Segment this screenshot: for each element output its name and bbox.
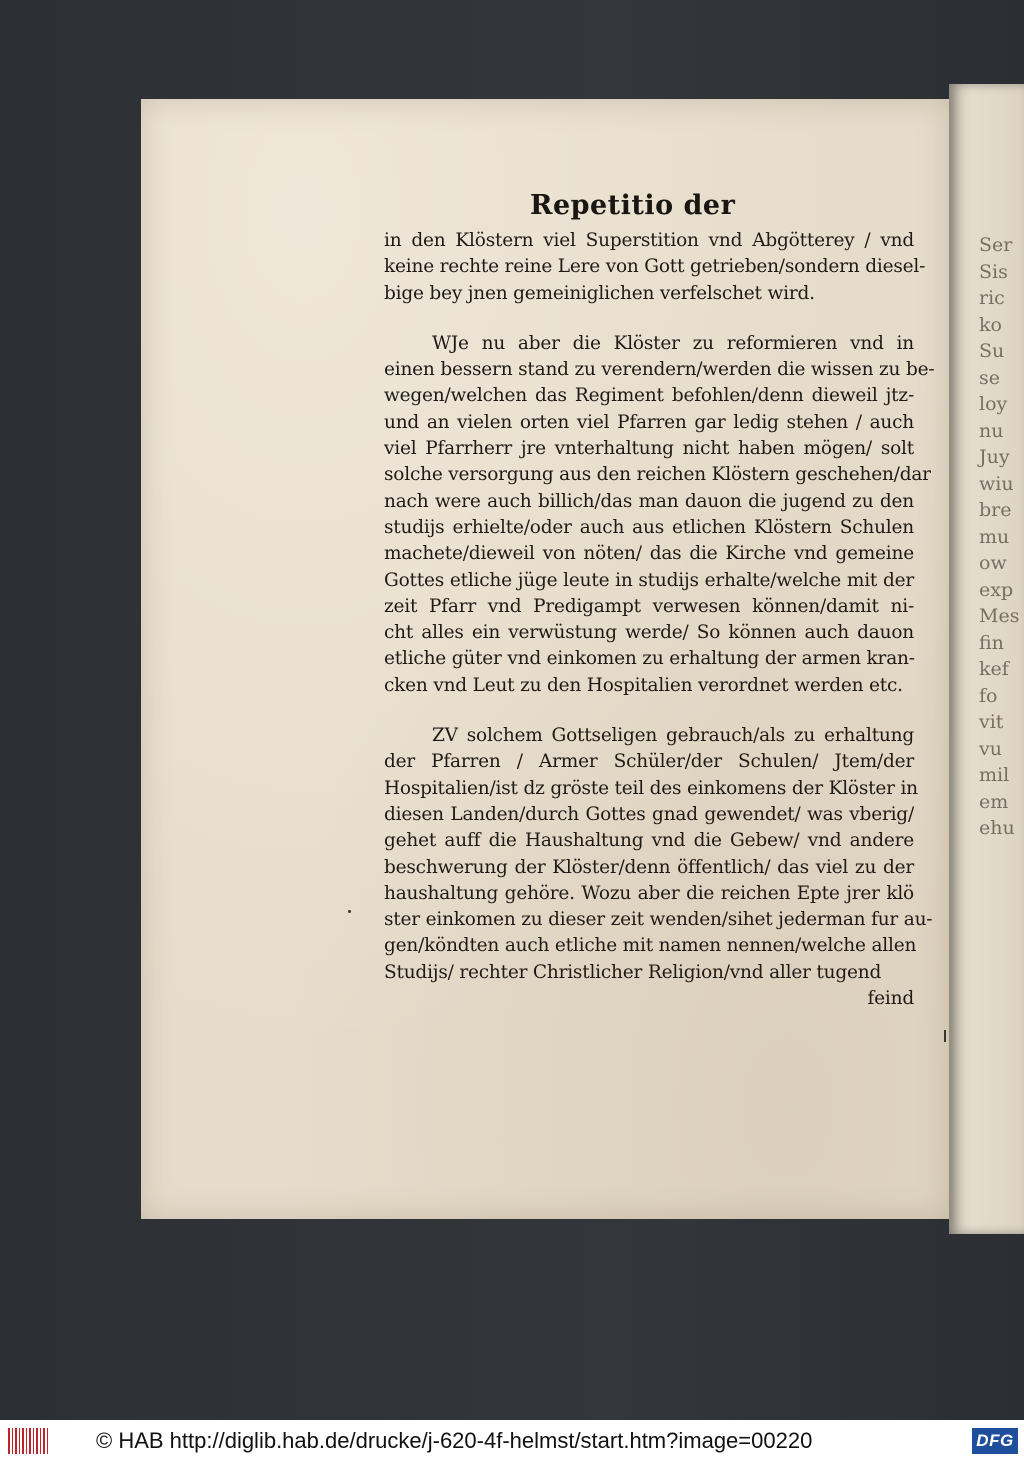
next-page-fragment: Juy — [979, 446, 1010, 468]
next-page-fragment: Su — [979, 340, 1005, 362]
next-page-edge — [949, 84, 1024, 1234]
text-line: keine rechte reine Lere von Gott getrieben/sondern diesel- — [384, 256, 926, 278]
text-line: diesen Landen/durch Gottes gnad gewendet/ was vberig/ — [384, 803, 914, 825]
text-line: cken vnd Leut zu den Hospitalien verordnet werden etc. — [384, 674, 903, 696]
text-line: WJe nu aber die Klöster zu reformieren vnd in — [432, 332, 914, 354]
next-page-fragment: fin — [979, 631, 1004, 654]
text-line: der Pfarren / Armer Schüler/der Schulen/ Jtem/der — [384, 751, 914, 773]
page-text — [384, 228, 935, 1012]
next-page-fragment: vu — [979, 737, 1002, 760]
text-line: Gottes etliche jüge leute in studijs erhalte/welche mit der — [384, 569, 914, 591]
text-line: zeit Pfarr vnd Predigampt verwesen können/damit ni- — [384, 595, 914, 617]
text-line: cht alles ein verwüstung werde/ So können auch dauon — [384, 622, 914, 644]
next-page-fragment: Ser — [979, 234, 1013, 256]
next-page-fragment: wiu — [979, 472, 1014, 495]
ink-speck — [944, 1030, 946, 1042]
dfg-logo: DFG — [972, 1428, 1018, 1454]
next-page-fragment: Sis — [979, 260, 1008, 283]
next-page-fragment: mil — [979, 764, 1010, 786]
paragraph-gap — [384, 699, 914, 723]
next-page-fragment: ric — [979, 287, 1005, 309]
hab-barcode-icon — [8, 1428, 48, 1454]
next-page-fragment: exp — [979, 578, 1014, 601]
copyright-link[interactable]: © HAB http://diglib.hab.de/drucke/j-620-4f-helmst/start.htm?image=00220 — [96, 1428, 813, 1453]
next-page-fragment: ow — [979, 552, 1007, 574]
next-page-fragment: fo — [979, 684, 998, 707]
paragraph-gap — [384, 307, 914, 331]
text-line: etliche güter vnd einkomen zu erhaltung der armen kran- — [384, 648, 915, 670]
next-page-fragment: ko — [979, 313, 1002, 336]
text-line: wegen/welchen das Regiment befohlen/denn dieweil jtz- — [384, 385, 914, 407]
next-page-fragment: nu — [979, 419, 1004, 442]
text-line: Studijs/ rechter Christlicher Religion/vnd aller tugend — [384, 961, 882, 983]
text-line: bige bey jnen gemeiniglichen verfelschet wird. — [384, 282, 815, 304]
running-header: Repetitio der — [530, 190, 736, 221]
text-line: einen bessern stand zu verendern/werden die wissen zu be- — [384, 359, 935, 381]
text-line: viel Pfarrherr jre vnterhaltung nicht haben mögen/ solt — [384, 438, 914, 460]
text-line: ZV solchem Gottseligen gebrauch/als zu erhaltung — [432, 725, 914, 747]
text-line: machete/dieweil von nöten/ das die Kirche vnd gemeine — [384, 543, 914, 565]
footer-bar — [0, 1420, 1024, 1461]
text-line: und an vielen orten viel Pfarren gar ledig stehen / auch — [384, 411, 914, 433]
next-page-fragment: em — [979, 790, 1009, 813]
next-page-fragment: Mes — [979, 605, 1020, 627]
text-line: nach were auch billich/das man dauon die jugend zu den — [384, 490, 914, 512]
text-line: gehet auff die Haushaltung vnd die Gebew/ vnd andere — [384, 830, 914, 852]
text-line: ster einkomen zu dieser zeit wenden/sihet jederman fur au- — [384, 909, 933, 931]
text-line: beschwerung der Klöster/denn öffentlich/ das viel zu der — [384, 856, 914, 878]
text-line: gen/köndten auch etliche mit namen nennen/welche allen — [384, 935, 917, 957]
next-page-fragment: bre — [979, 499, 1012, 521]
text-line: solche versorgung aus den reichen Klöstern geschehen/dar — [384, 464, 931, 486]
text-line: haushaltung gehöre. Wozu aber die reichen Epte jrer klö — [384, 882, 914, 904]
next-page-fragment: loy — [979, 393, 1008, 415]
ink-speck — [348, 910, 351, 913]
next-page-fragment: kef — [979, 658, 1009, 680]
next-page-fragment: mu — [979, 525, 1010, 548]
text-line: Hospitalien/ist dz gröste teil des einkomens der Klöster in — [384, 777, 918, 799]
next-page-fragment: vit — [979, 711, 1004, 733]
next-page-fragment: se — [979, 366, 1000, 389]
catchword: feind — [867, 988, 914, 1010]
next-page-fragment: ehu — [979, 817, 1015, 839]
text-line: in den Klöstern viel Superstition vnd Abgötterey / vnd — [384, 230, 914, 251]
text-line: studijs erhielte/oder auch aus etlichen Klöstern Schulen — [384, 516, 914, 538]
